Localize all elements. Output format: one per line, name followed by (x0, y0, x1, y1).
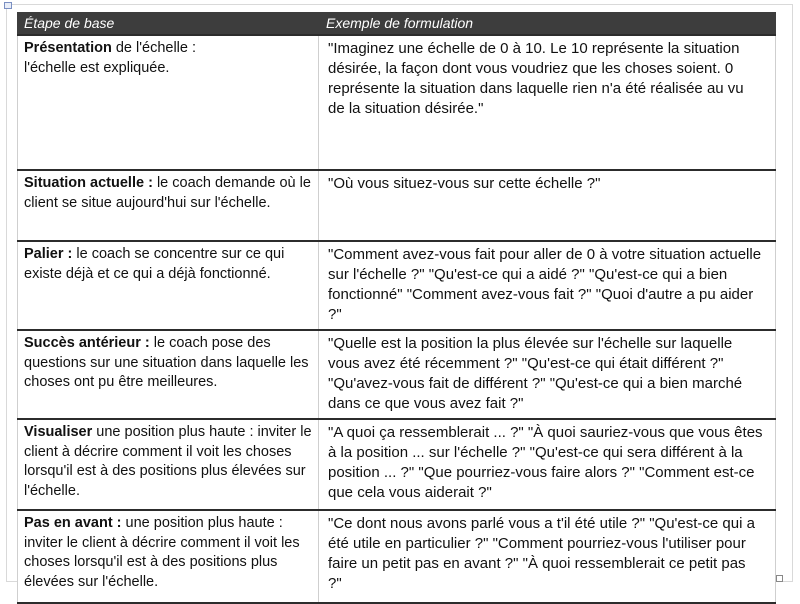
table-row (18, 241, 776, 330)
step-cell (18, 35, 319, 170)
step-term: Visualiser (24, 424, 93, 440)
step-term: Palier : (24, 246, 73, 262)
step-description: le coach pose des questions sur une situation dans laquelle les choses ont pu être meilleures. (24, 335, 309, 390)
step-cell (18, 419, 319, 510)
step-description: le coach se concentre sur ce qui existe déjà et ce qui a déjà fonctionné. (24, 246, 285, 282)
step-term: Pas en avant : (24, 515, 122, 531)
resize-handle-corner[interactable] (776, 575, 783, 582)
step-description: une position plus haute : inviter le client à décrire comment il voit les choses lorsqu'il est à des positions plus élevées sur l'échelle. (24, 515, 300, 590)
step-description: de l'échelle : l'échelle est expliquée. (24, 40, 197, 76)
table-row (18, 35, 776, 170)
step-cell (18, 241, 319, 330)
table-row (18, 330, 776, 419)
step-cell (18, 330, 319, 419)
step-term: Présentation (24, 40, 112, 56)
resize-handle-icon[interactable] (4, 2, 12, 9)
header-step: Étape de base (18, 12, 319, 35)
example-cell: "Quelle est la position la plus élevée sur l'échelle sur laquelle vous avez été récemment ?" "Qu'est-ce qui était différent ?" "Qu'avez-vous fait de différent ?" "Qu'est-ce qui a bien marché dans ce que vous avez fait ?" (319, 330, 776, 419)
step-description: une position plus haute : inviter le client à décrire comment il voit les choses lorsqu'il est à des positions plus élevées sur l'échelle. (24, 424, 312, 499)
table-row (18, 170, 776, 241)
example-cell: "Ce dont nous avons parlé vous a t'il été utile ?" "Qu'est-ce qui a été utile en particulier ?" "Comment pourriez-vous l'utiliser pour faire un petit pas en avant ?" "À quoi ressemblerait ce petit pas ?" (319, 510, 776, 603)
step-term: Situation actuelle : (24, 175, 153, 191)
table-row (18, 419, 776, 510)
step-description: le coach demande où le client se situe aujourd'hui sur l'échelle. (24, 175, 311, 211)
step-cell (18, 170, 319, 241)
table-row (18, 510, 776, 603)
example-cell: "Comment avez-vous fait pour aller de 0 à votre situation actuelle sur l'échelle ?" "Qu'est-ce qui a aidé ?" "Qu'est-ce qui a bien fonctionné" "Comment avez-vous fait ?" "Quoi d'autre a pu aider ?" (319, 241, 776, 330)
example-cell: "Où vous situez-vous sur cette échelle ?" (319, 170, 776, 241)
coaching-scale-table (17, 12, 776, 604)
table-header-row (18, 12, 776, 35)
step-cell (18, 510, 319, 603)
example-cell: "Imaginez une échelle de 0 à 10. Le 10 représente la situation désirée, la façon dont vous voudriez que les choses soient. 0 représente la situation dans laquelle rien n'a été réalisée au vu de la situation désirée." (319, 35, 776, 170)
step-term: Succès antérieur : (24, 335, 150, 351)
header-example: Exemple de formulation (319, 12, 776, 35)
example-cell: "A quoi ça ressemblerait ... ?" "À quoi sauriez-vous que vous êtes à la position ... sur l'échelle ?" "Qu'est-ce qui sera différent à la position ... ?" "Que pourriez-vous faire alors ?" "Comment est-ce que cela vous aiderait ?" (319, 419, 776, 510)
